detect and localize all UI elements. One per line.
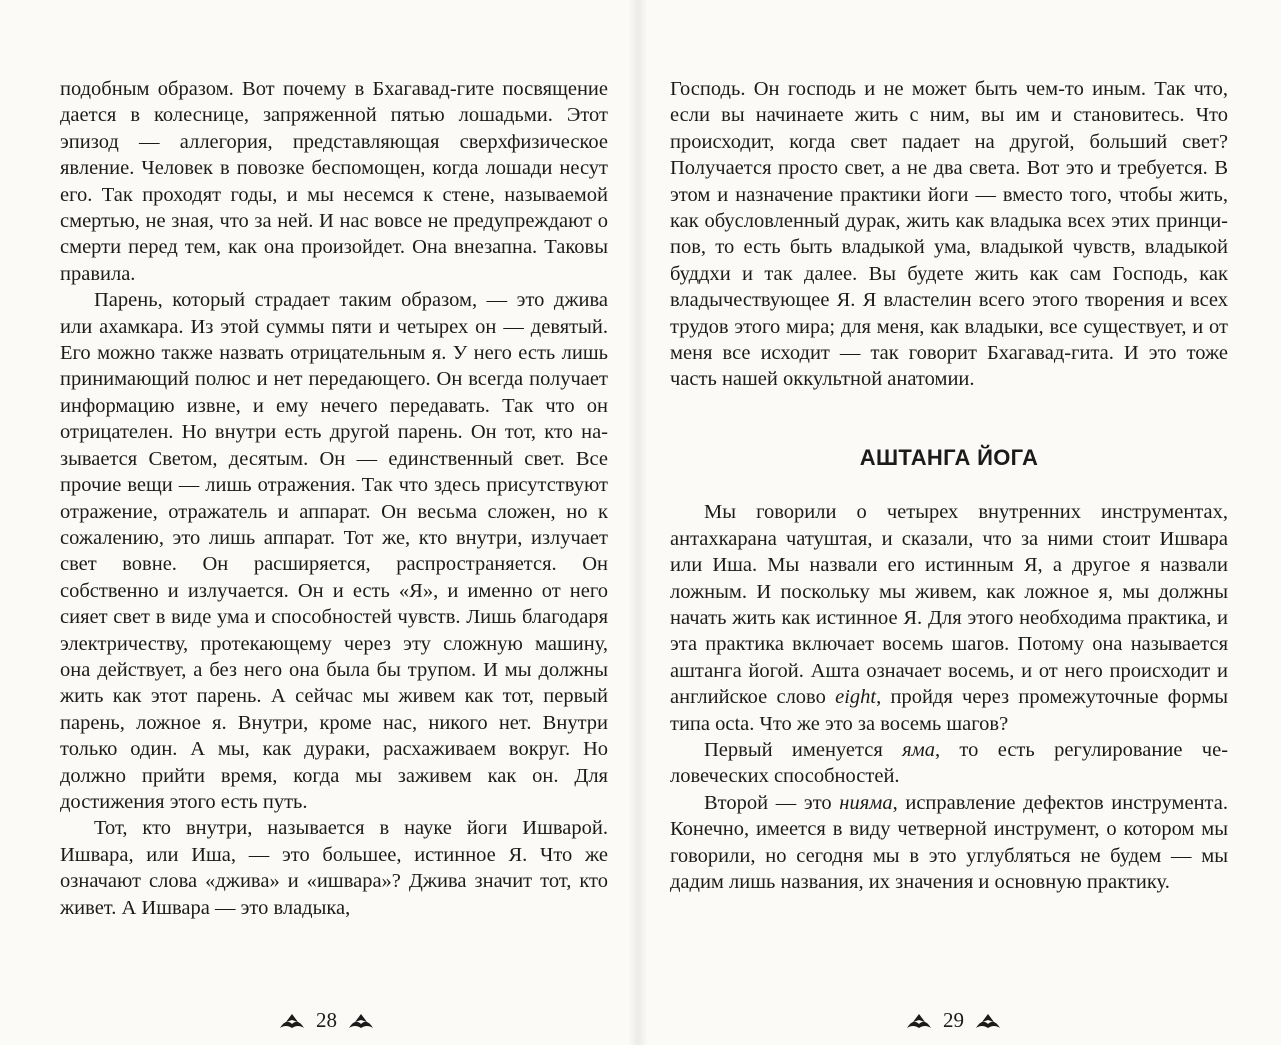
paragraph: Второй — это нияма, исправление дефектов инструмента. Конечно, имеется в виду четверной инструмент, о котором мы говорили, но сегодня мы в это углубляться не будем — мы дадим лишь названия, их значения и основную практику. — [670, 791, 1228, 893]
section-heading: АШТАНГА ЙОГА — [859, 444, 1039, 470]
paragraph: Тот, кто внутри, называется в науке йоги Ишварой. Ишвара, или Иша, — это большее, истинное Я. Что же означают слова «джива» и «ишвара»? Джива значит тот, кто живет. А Ишвара — это владыка, — [60, 817, 608, 919]
fleuron-ornament-icon — [974, 1012, 1002, 1030]
emphasis: нияма — [839, 791, 893, 814]
page-number: 29 — [943, 1008, 964, 1032]
emphasis: eight — [835, 686, 877, 709]
paragraph: Мы говорили о четырех внутренних инструментах, антахкарана чатуштая, и сказали, что за ними стоит Ишвара или Иша. Мы назвали его истинным Я, а другое я назвали ложным. И поскольку мы живем, как ложное я, мы должны начать жить как истинное Я. Для этого необходима практика, и эта практика включает восемь шагов. Потому она называется аштанга йогой. Ашта означает восемь, и от него происходит и английское слово eight, пройдя через промежуточные формы типа octa. Что же это за восемь шагов? — [670, 501, 1228, 735]
book-gutter — [628, 0, 648, 1045]
fleuron-ornament-icon — [278, 1012, 306, 1030]
right-page — [670, 76, 1228, 895]
fleuron-ornament-icon — [347, 1012, 375, 1030]
fleuron-ornament-icon — [905, 1012, 933, 1030]
paragraph: Господь. Он господь и не может быть чем-то иным. Так что, если вы начинаете жить с ним, вы им и становитесь. Что происходит, когда свет падает на другой, больший свет? Получается просто свет, а не два света. Вот это и требуется. В этом и назначение практики йоги — вместо того, чтобы жить, как обусловленный дурак, жить как владыка всех этих принципов, то есть быть владыкой ума, владыкой чувств, владыкой буддхи и так далее. Вы будете жить как сам Господь, как владычествующее Я. Я властелин всего этого творения и всех трудов этого мира; для меня, как владыки, все существует, и от меня все исходит — так говорит Бхагавад-гита. И это тоже часть нашей оккультной анатомии. — [670, 78, 1228, 391]
paragraph: Парень, который страдает таким образом, — это джива или ахамкара. Из этой суммы пяти и четырех он — девятый. Его можно также назвать отрицательным я. У него есть лишь принимающий полюс и нет передающего. Он всегда получает информацию извне, и ему нечего передавать. Так что он отрицателен. Но внутри есть другой парень. Он тот, кто называется Светом, десятым. Он — единственный свет. Все прочие вещи — лишь отражения. Так что здесь присутствуют отражение, отражатель и аппарат. Он весьма сложен, но к сожалению, это лишь аппарат. Тот же, кто внутри, излучает свет вовне. Он расширяется, распространяется. Он собственно и излучается. Он и есть «Я», и именно от него сияет свет в виде ума и способностей чувств. Лишь благодаря электричеству, протекающему через эту сложную машину, она действует, а без него она была бы трупом. И мы должны жить как этот парень. А сейчас мы живем как тот, первый парень, ложное я. Внутри, кроме нас, никого нет. Внутри только один. А мы, как дураки, расхаживаем вокруг. Но должно прийти время, когда мы заживем как он. Для достижения этого есть путь. — [60, 289, 608, 813]
paragraph: Первый именуется яма, то есть регулирование человеческих способностей. — [670, 738, 1229, 788]
right-page-folio — [905, 1008, 1002, 1033]
paragraph: подобным образом. Вот почему в Бхагавад-гите посвящение дается в колеснице, запряженной пятью лошадьми. Этот эпизод — аллегория, представляющая сверхфизическое явление. Человек в повозке беспомощен, когда лошади несут его. Так проходят годы, и мы несемся к стене, называемой смертью, не зная, что за ней. И нас вовсе не предупреждают о смерти перед тем, как она произойдет. Она внезапна. Таковы правила. — [60, 78, 608, 285]
left-page — [60, 76, 608, 921]
emphasis: яма — [902, 738, 935, 761]
page-number: 28 — [316, 1008, 337, 1032]
left-page-folio — [278, 1008, 375, 1033]
